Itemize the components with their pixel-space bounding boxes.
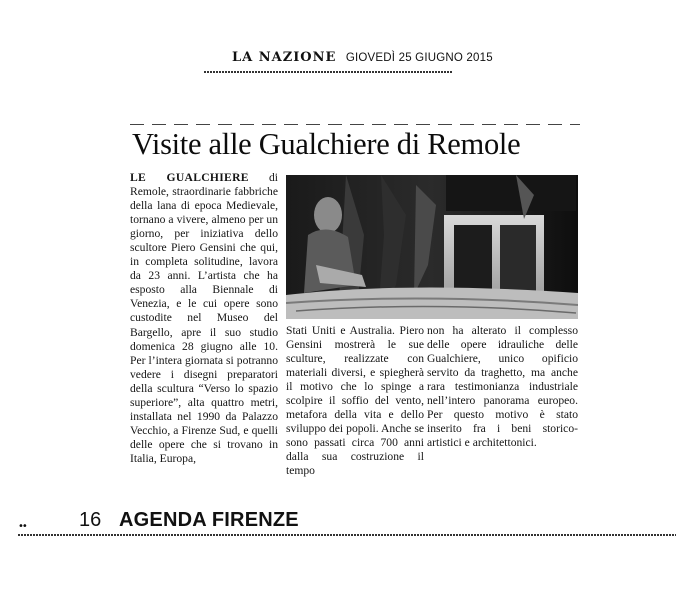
article-column-2: [286, 324, 424, 479]
newspaper-name: LA NAZIONE: [232, 50, 337, 65]
sculptor-photo-image: [286, 175, 578, 319]
article-photo: [286, 175, 578, 319]
article-column-3: [427, 324, 578, 450]
column-2-text: Stati Uniti e Australia. Piero Gensini mostrerà le sue sculture, realizzate con materiali diversi, e spiegherà il motivo che lo spinge a scolpire il soffio del vento, metafora della vita e dello sviluppo dei popoli. Anche se sono passati circa 700 anni dalla sua costruzione il tempo: [286, 324, 424, 478]
column-1-text: di Remole, straordinarie fabbriche della lana di epoca Medievale, tornano a vivere, almeno per un giorno, per iniziativa dello scultore Piero Gensini che qui, in completa solitudine, lavora da 23 anni. L’artista che ha esposto alla Biennale di Venezia, e le cui opere sono custodite nel Museo del Bargello, apre il suo studio domenica 28 giugno alle 10. Per l’intera giornata si potranno vedere i disegni preparatori della scultura “Verso lo spazio superiore”, alta quattro metri, installata nel 1990 da Palazzo Vecchio, a Firenze Sud, e quelli delle opere che si trovano in Italia, Europa,: [130, 171, 278, 465]
top-divider: [130, 124, 580, 125]
masthead-rule: [204, 71, 452, 73]
page-number: 16: [79, 509, 102, 531]
footer-rule: [18, 534, 676, 536]
issue-date: GIOVEDÌ 25 GIUGNO 2015: [345, 52, 493, 64]
section-title: AGENDA FIRENZE: [119, 509, 299, 531]
column-3-text: non ha alterato il complesso delle opere idrauliche delle Gualchiere, unico opificio servito da traghetto, ma anche rara testimonianza industriale nell’intero panorama europeo. Per questo motivo è stato inserito fra i beni storico-artistici e architettonici.: [427, 324, 578, 450]
article-column-1: [130, 171, 278, 466]
article-headline: Visite alle Gualchiere di Remole: [132, 127, 521, 161]
masthead: [232, 49, 493, 65]
article-lead: LE GUALCHIERE: [130, 171, 249, 184]
footer-bullets: ••: [18, 521, 26, 532]
